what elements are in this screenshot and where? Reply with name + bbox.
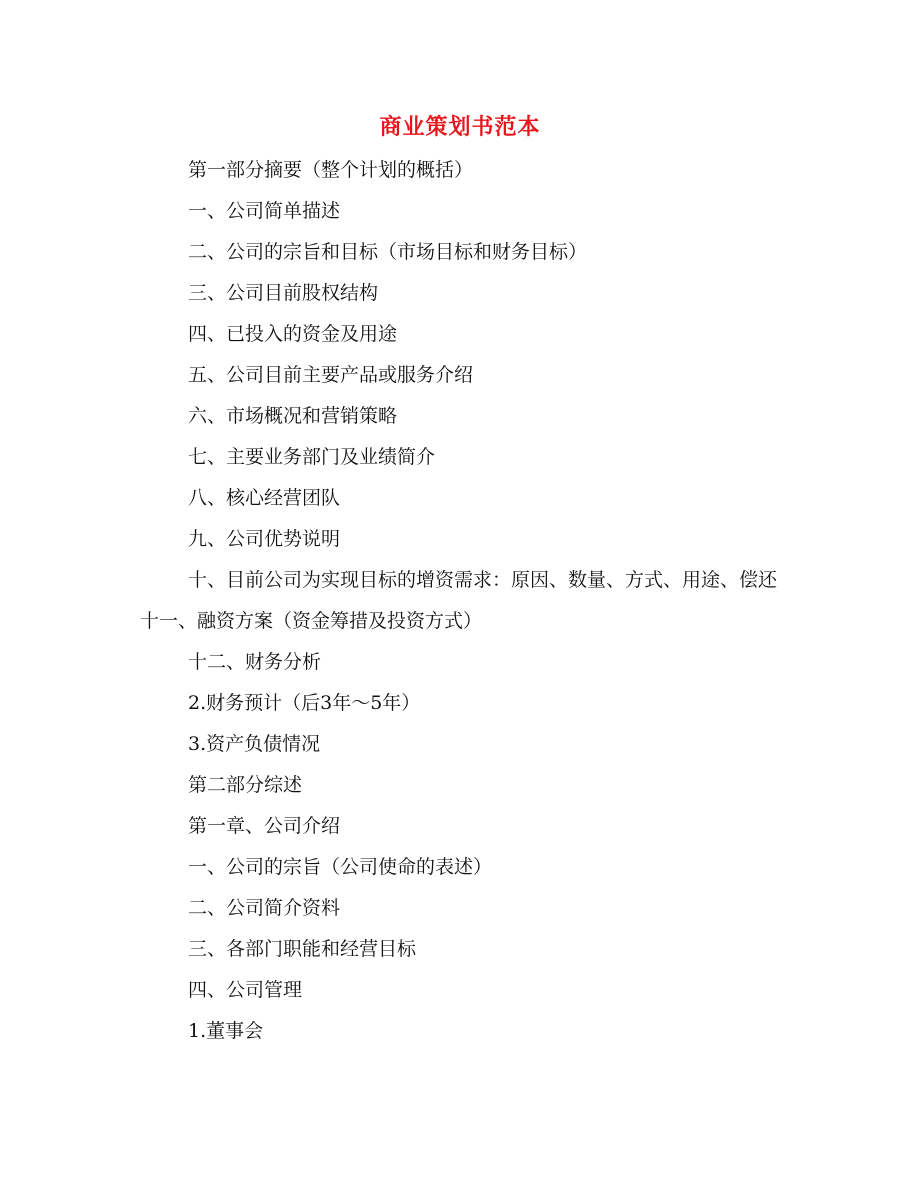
paragraph: 2.财务预计（后3年～5年） [188,692,421,714]
paragraph: 四、已投入的资金及用途 [188,323,398,345]
paragraph: 第二部分综述 [188,774,303,796]
paragraph: 三、各部门职能和经营目标 [188,938,417,960]
paragraph: 四、公司管理 [188,979,303,1001]
paragraph: 第一章、公司介绍 [188,815,341,837]
paragraph: 五、公司目前主要产品或服务介绍 [188,364,474,386]
document-body [140,150,790,1052]
paragraph: 第一部分摘要（整个计划的概括） [188,159,474,181]
paragraph: 二、公司简介资料 [188,897,341,919]
paragraph: 十二、财务分析 [188,651,322,673]
paragraph: 九、公司优势说明 [188,528,341,550]
paragraph: 八、核心经营团队 [188,487,341,509]
paragraph: 一、公司简单描述 [188,200,341,222]
paragraph: 十、目前公司为实现目标的增资需求：原因、数量、方式、用途、偿还十一、融资方案（资金筹措及投资方式） [140,569,778,632]
paragraph: 七、主要业务部门及业绩简介 [188,446,436,468]
paragraph: 六、市场概况和营销策略 [188,405,398,427]
paragraph: 1.董事会 [188,1020,264,1042]
paragraph: 一、公司的宗旨（公司使命的表述） [188,856,493,878]
paragraph: 三、公司目前股权结构 [188,282,379,304]
document-title: 商业策划书范本 [379,114,541,140]
paragraph: 二、公司的宗旨和目标（市场目标和财务目标） [188,241,588,263]
paragraph: 3.资产负债情况 [188,733,321,755]
